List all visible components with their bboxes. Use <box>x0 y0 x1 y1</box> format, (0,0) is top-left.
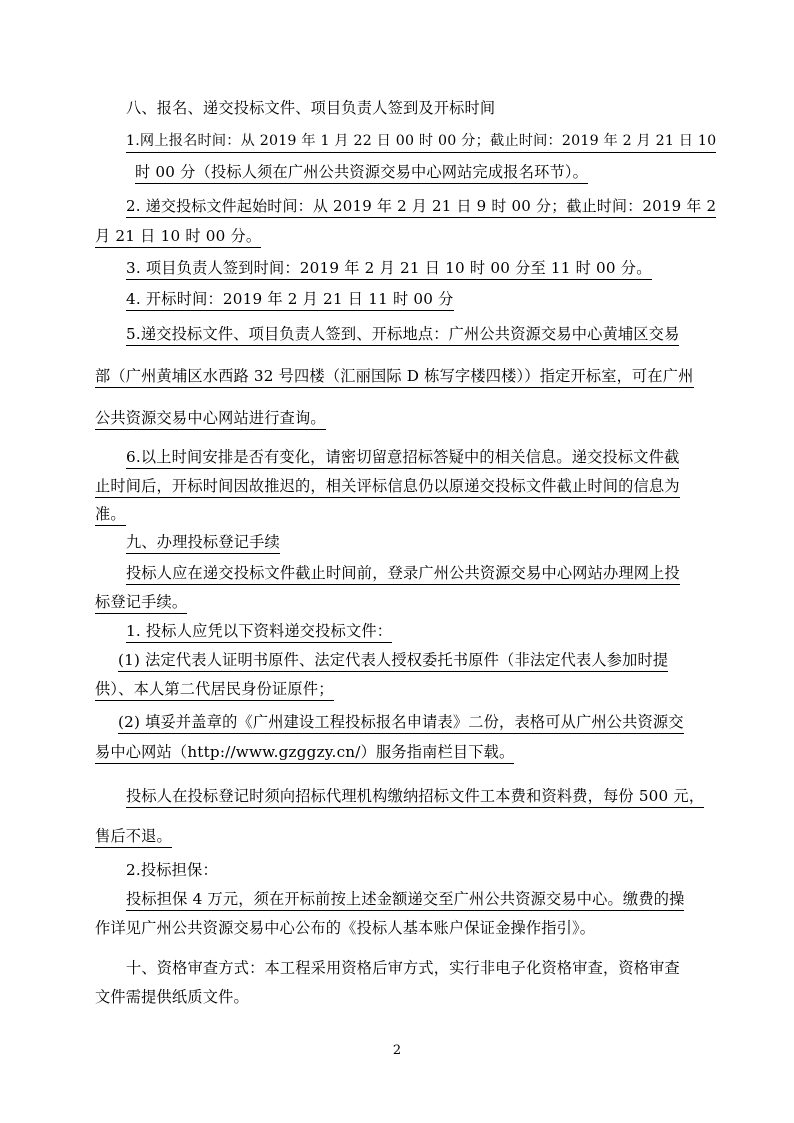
s9-sub1-line1: (1) 法定代表人证明书原件、法定代表人授权委托书原件（非法定代表人参加时提 <box>118 650 668 672</box>
s9-intro-line1: 投标人应在递交投标文件截止时间前，登录广州公共资源交易中心网站办理网上投 <box>126 563 680 585</box>
s8-item6-line3: 准。 <box>95 504 126 526</box>
s9-fee-line1: 投标人在投标登记时须向招标代理机构缴纳招标文件工本费和资料费，每份 500 元， <box>126 786 704 808</box>
s8-item4: 4. 开标时间：2019 年 2 月 21 日 11 时 00 分 <box>126 289 454 311</box>
s8-item2-line2: 月 21 日 10 时 00 分。 <box>95 226 261 248</box>
s8-item5-line2: 部（广州黄埔区水西路 32 号四楼（汇丽国际 D 栋写字楼四楼））指定开标室，可在广州 <box>95 366 694 388</box>
section10-line2: 文件需提供纸质文件。 <box>95 988 249 1006</box>
s9-sub1-line2: 供）、本人第二代居民身份证原件； <box>95 679 334 701</box>
page-number: 2 <box>392 1043 402 1058</box>
s8-item6-line1: 6.以上时间安排是否有变化，请密切留意招标答疑中的相关信息。递交投标文件截 <box>126 447 679 469</box>
s9-intro-line2: 标登记手续。 <box>95 592 187 614</box>
s8-item1-line1: 1.网上报名时间：从 2019 年 1 月 22 日 00 时 00 分；截止时间：2019 年 2 月 21 日 10 <box>126 131 716 153</box>
s9-guarantee-line2: 作详见广州公共资源交易中心公布的《投标人基本账户保证金操作指引》。 <box>95 919 596 937</box>
s8-item5-line3: 公共资源交易中心网站进行查询。 <box>95 408 326 430</box>
section9-heading: 九、办理投标登记手续 <box>126 532 280 554</box>
section8-heading: 八、报名、递交投标文件、项目负责人签到及开标时间 <box>126 99 496 117</box>
s9-fee-line2: 售后不退。 <box>95 826 172 848</box>
s9-item2-title: 2.投标担保： <box>126 861 218 879</box>
s8-item6-line2: 止时间后，开标时间因故推迟的，相关评标信息仍以原递交投标文件截止时间的信息为 <box>95 476 680 498</box>
section10-line1: 十、资格审查方式：本工程采用资格后审方式，实行非电子化资格审查，资格审查 <box>126 959 680 977</box>
s9-sub2-line1: (2) 填妥并盖章的《广州建设工程投标报名申请表》二份，表格可从广州公共资源交 <box>118 712 684 734</box>
s9-item1-title: 1. 投标人应凭以下资料递交投标文件： <box>126 621 392 643</box>
s9-guarantee-line1: 投标担保 4 万元，须在开标前按上述金额递交至广州公共资源交易中心。缴费的操 <box>126 889 684 911</box>
s9-sub2-line2: 易中心网站（http://www.gzggzy.cn/）服务指南栏目下载。 <box>95 742 514 764</box>
s8-item2-line1: 2. 递交投标文件起始时间：从 2019 年 2 月 21 日 9 时 00 分；截止时间：2019 年 2 <box>126 196 716 218</box>
s8-item1-line2: 时 00 分（投标人须在广州公共资源交易中心网站完成报名环节）。 <box>135 162 588 184</box>
s8-item3: 3. 项目负责人签到时间：2019 年 2 月 21 日 10 时 00 分至 11 时 00 分。 <box>126 258 652 280</box>
s8-item5-line1: 5.递交投标文件、项目负责人签到、开标地点：广州公共资源交易中心黄埔区交易 <box>126 324 679 346</box>
